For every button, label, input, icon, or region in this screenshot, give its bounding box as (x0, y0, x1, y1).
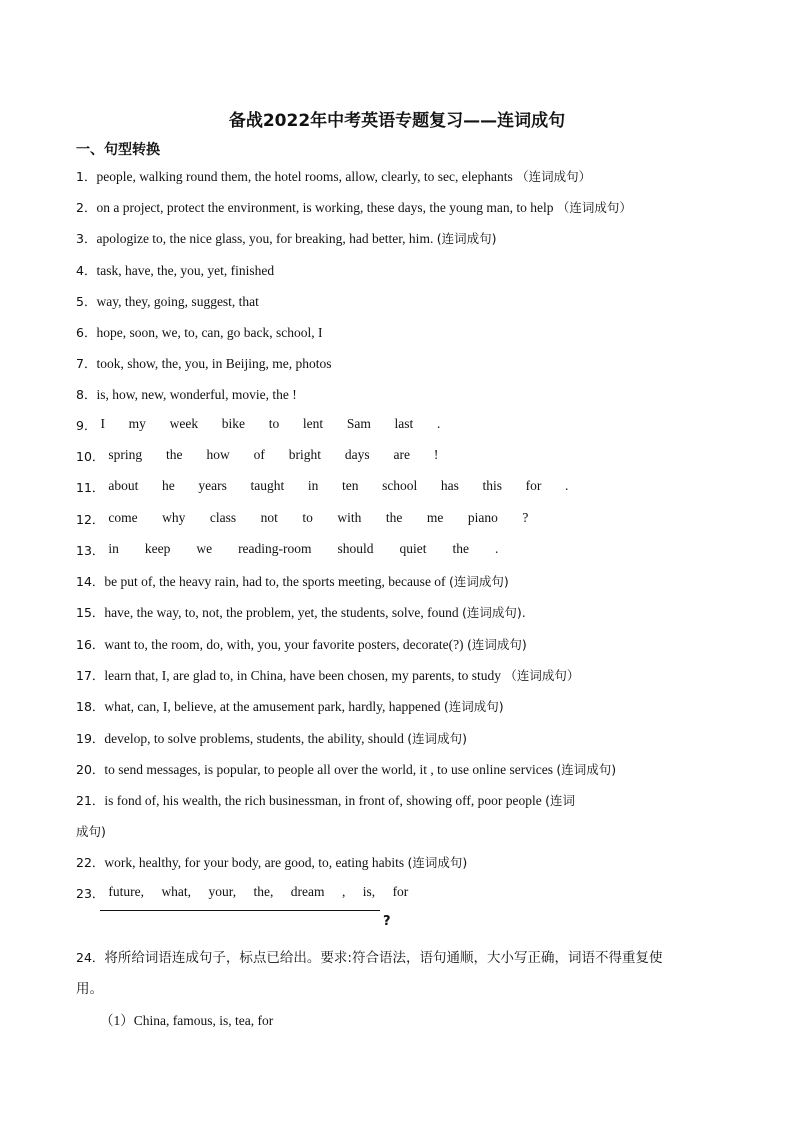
question-text: learn that, I, are glad to, in China, have been chosen, my parents, to study (104, 667, 502, 683)
question-item (76, 635, 527, 653)
question-text: be put of, the heavy rain, had to, the sports meeting, because of (104, 574, 446, 589)
question-text: task, have, the, you, yet, finished (96, 262, 275, 278)
scrambled-word: he (162, 478, 175, 494)
question-hint: （连词成句） (504, 667, 580, 683)
scrambled-word: has (440, 478, 459, 494)
question-text: people, walking round them, the hotel rooms, allow, clearly, to sec, elephants (96, 169, 513, 184)
question-hint: (连词成句) (407, 730, 468, 746)
question-item (76, 697, 504, 715)
question-24-wrap: 用。 (76, 981, 103, 997)
question-number: 11． (76, 480, 105, 496)
question-text: hope, soon, we, to, can, go back, school, I (96, 325, 323, 340)
scrambled-word: week (169, 416, 199, 431)
question-hint: (连词成句) (448, 574, 509, 589)
scrambled-word: about (108, 478, 139, 494)
scrambled-word: I (100, 416, 105, 431)
question-number: 19． (76, 730, 105, 746)
question-item (76, 572, 509, 590)
question-item (76, 229, 496, 247)
scrambled-word: quiet (399, 540, 427, 556)
question-number: 6． (76, 325, 97, 340)
scrambled-word: should (337, 540, 374, 556)
question-24: 24．将所给词语连成句子，标点已给出。要求:符合语法，语句通顺，大小写正确，词语不得重复使 (76, 950, 663, 966)
question-text: have, the way, to, not, the problem, yet, the students, solve, found (104, 605, 459, 621)
question-hint: (连词成句). (461, 605, 526, 621)
question-item-spaced (76, 510, 528, 528)
question-22: 22．work, healthy, for your body, are good, to, eating habits (连词成句) (76, 855, 468, 870)
scrambled-word: class (209, 509, 237, 525)
scrambled-word: taught (250, 478, 285, 494)
question-number: 4． (76, 262, 97, 278)
scrambled-word: we (196, 540, 213, 556)
question-item (76, 198, 632, 216)
question-hint: （连词成句） (516, 169, 592, 184)
question-text: on a project, protect the environment, is working, these days, the young man, to help (96, 200, 554, 216)
scrambled-word: this (482, 478, 503, 494)
question-item (76, 729, 467, 747)
question-number: 20． (76, 761, 105, 777)
scrambled-word: years (198, 478, 227, 494)
question-hint: (连词成句) (466, 636, 527, 652)
scrambled-word: ? (522, 509, 529, 525)
question-number: 17． (76, 667, 105, 683)
scrambled-word: for (392, 884, 409, 899)
question-number: 8． (76, 387, 97, 403)
scrambled-word: the (452, 540, 469, 556)
scrambled-word: future, (108, 884, 145, 899)
question-item (76, 323, 323, 341)
scrambled-word: what, (161, 884, 192, 899)
question-item-spaced (76, 416, 440, 434)
scrambled-word: ten (341, 478, 359, 494)
question-number: 14． (76, 574, 105, 589)
question-text: way, they, going, suggest, that (96, 293, 259, 309)
scrambled-word: the, (253, 884, 274, 899)
question-hint: (连词成句) (436, 231, 497, 247)
scrambled-word: to (268, 416, 280, 431)
scrambled-word: how (206, 447, 230, 463)
question-text: what, can, I, believe, at the amusement park, hardly, happened (104, 699, 441, 715)
scrambled-word: spring (108, 447, 143, 463)
question-number: 18． (76, 699, 105, 715)
scrambled-word: the (166, 447, 183, 463)
scrambled-word: days (344, 447, 370, 463)
question-text: want to, the room, do, with, you, your favorite posters, decorate(?) (104, 636, 464, 652)
question-item (76, 167, 591, 185)
question-item-spaced (76, 541, 498, 559)
scrambled-word: bike (221, 416, 246, 431)
question-text: took, show, the, you, in Beijing, me, photos (96, 356, 332, 372)
question-number: 9． (76, 418, 97, 433)
question-item-spaced (76, 447, 438, 465)
question-item (76, 261, 274, 279)
scrambled-word: Sam (346, 416, 371, 431)
scrambled-word: piano (467, 509, 498, 525)
question-number: 12． (76, 511, 105, 527)
scrambled-word: with (337, 509, 362, 525)
scrambled-word: are (393, 447, 410, 463)
question-text: apologize to, the nice glass, you, for breaking, had better, him. (96, 231, 434, 247)
question-hint: （连词成句） (556, 200, 632, 216)
section-heading: 一、句型转换 (76, 142, 160, 158)
question-mark: ? (383, 914, 391, 929)
scrambled-word: lent (302, 416, 324, 431)
question-text: to send messages, is popular, to people all over the world, it , to use online services (104, 761, 554, 777)
scrambled-word: not (260, 509, 278, 525)
question-number: 5． (76, 293, 97, 309)
scrambled-word: me (426, 509, 444, 525)
question-number: 2． (76, 200, 97, 216)
scrambled-word: dream (290, 884, 325, 899)
question-21: 21．is fond of, his wealth, the rich businessman, in front of, showing off, poor people (连词 (76, 793, 575, 808)
question-item (76, 666, 579, 684)
scrambled-word: bright (288, 447, 321, 463)
question-text: develop, to solve problems, students, the ability, should (104, 730, 404, 746)
scrambled-word: for (525, 478, 542, 494)
question-item (76, 603, 526, 621)
question-number: 7． (76, 356, 97, 372)
question-item (76, 760, 616, 778)
question-item (76, 354, 331, 372)
question-number: 13． (76, 542, 105, 558)
scrambled-word: in (108, 540, 119, 556)
scrambled-word: reading-room (238, 540, 312, 556)
question-item (76, 385, 297, 403)
scrambled-word: keep (144, 540, 171, 556)
question-text: is, how, new, wonderful, movie, the ! (96, 387, 297, 403)
question-23: 23． future, what, your, the, dream , is, for (76, 884, 409, 901)
question-hint: (连词成句) (556, 761, 617, 777)
scrambled-word: in (307, 478, 319, 494)
scrambled-word: last (394, 416, 414, 431)
question-21-wrap: 成句) (76, 824, 106, 839)
answer-blank[interactable] (100, 910, 380, 911)
scrambled-word: to (302, 509, 313, 525)
question-number: 3． (76, 231, 97, 247)
scrambled-word: , (341, 884, 346, 899)
scrambled-word: the (385, 509, 403, 525)
scrambled-word: . (436, 416, 441, 431)
scrambled-word: is, (362, 884, 376, 899)
page-title: 备战2022年中考英语专题复习——连词成句 (228, 111, 566, 131)
sub-question-1: （1）China, famous, is, tea, for (100, 1013, 274, 1028)
question-number: 1． (76, 169, 97, 184)
scrambled-word: of (253, 447, 265, 463)
question-number: 15． (76, 605, 105, 621)
scrambled-word: my (128, 416, 146, 431)
scrambled-word: . (494, 540, 499, 556)
scrambled-word: why (162, 509, 186, 525)
question-item (76, 292, 259, 310)
question-number: 16． (76, 636, 105, 652)
scrambled-word: come (108, 509, 138, 525)
scrambled-word: ! (433, 447, 439, 463)
scrambled-word: school (382, 478, 418, 494)
scrambled-word: . (565, 478, 569, 494)
question-hint: (连词成句) (443, 699, 504, 715)
question-number: 10． (76, 449, 105, 465)
question-item-spaced (76, 478, 568, 496)
scrambled-word: your, (208, 884, 237, 899)
